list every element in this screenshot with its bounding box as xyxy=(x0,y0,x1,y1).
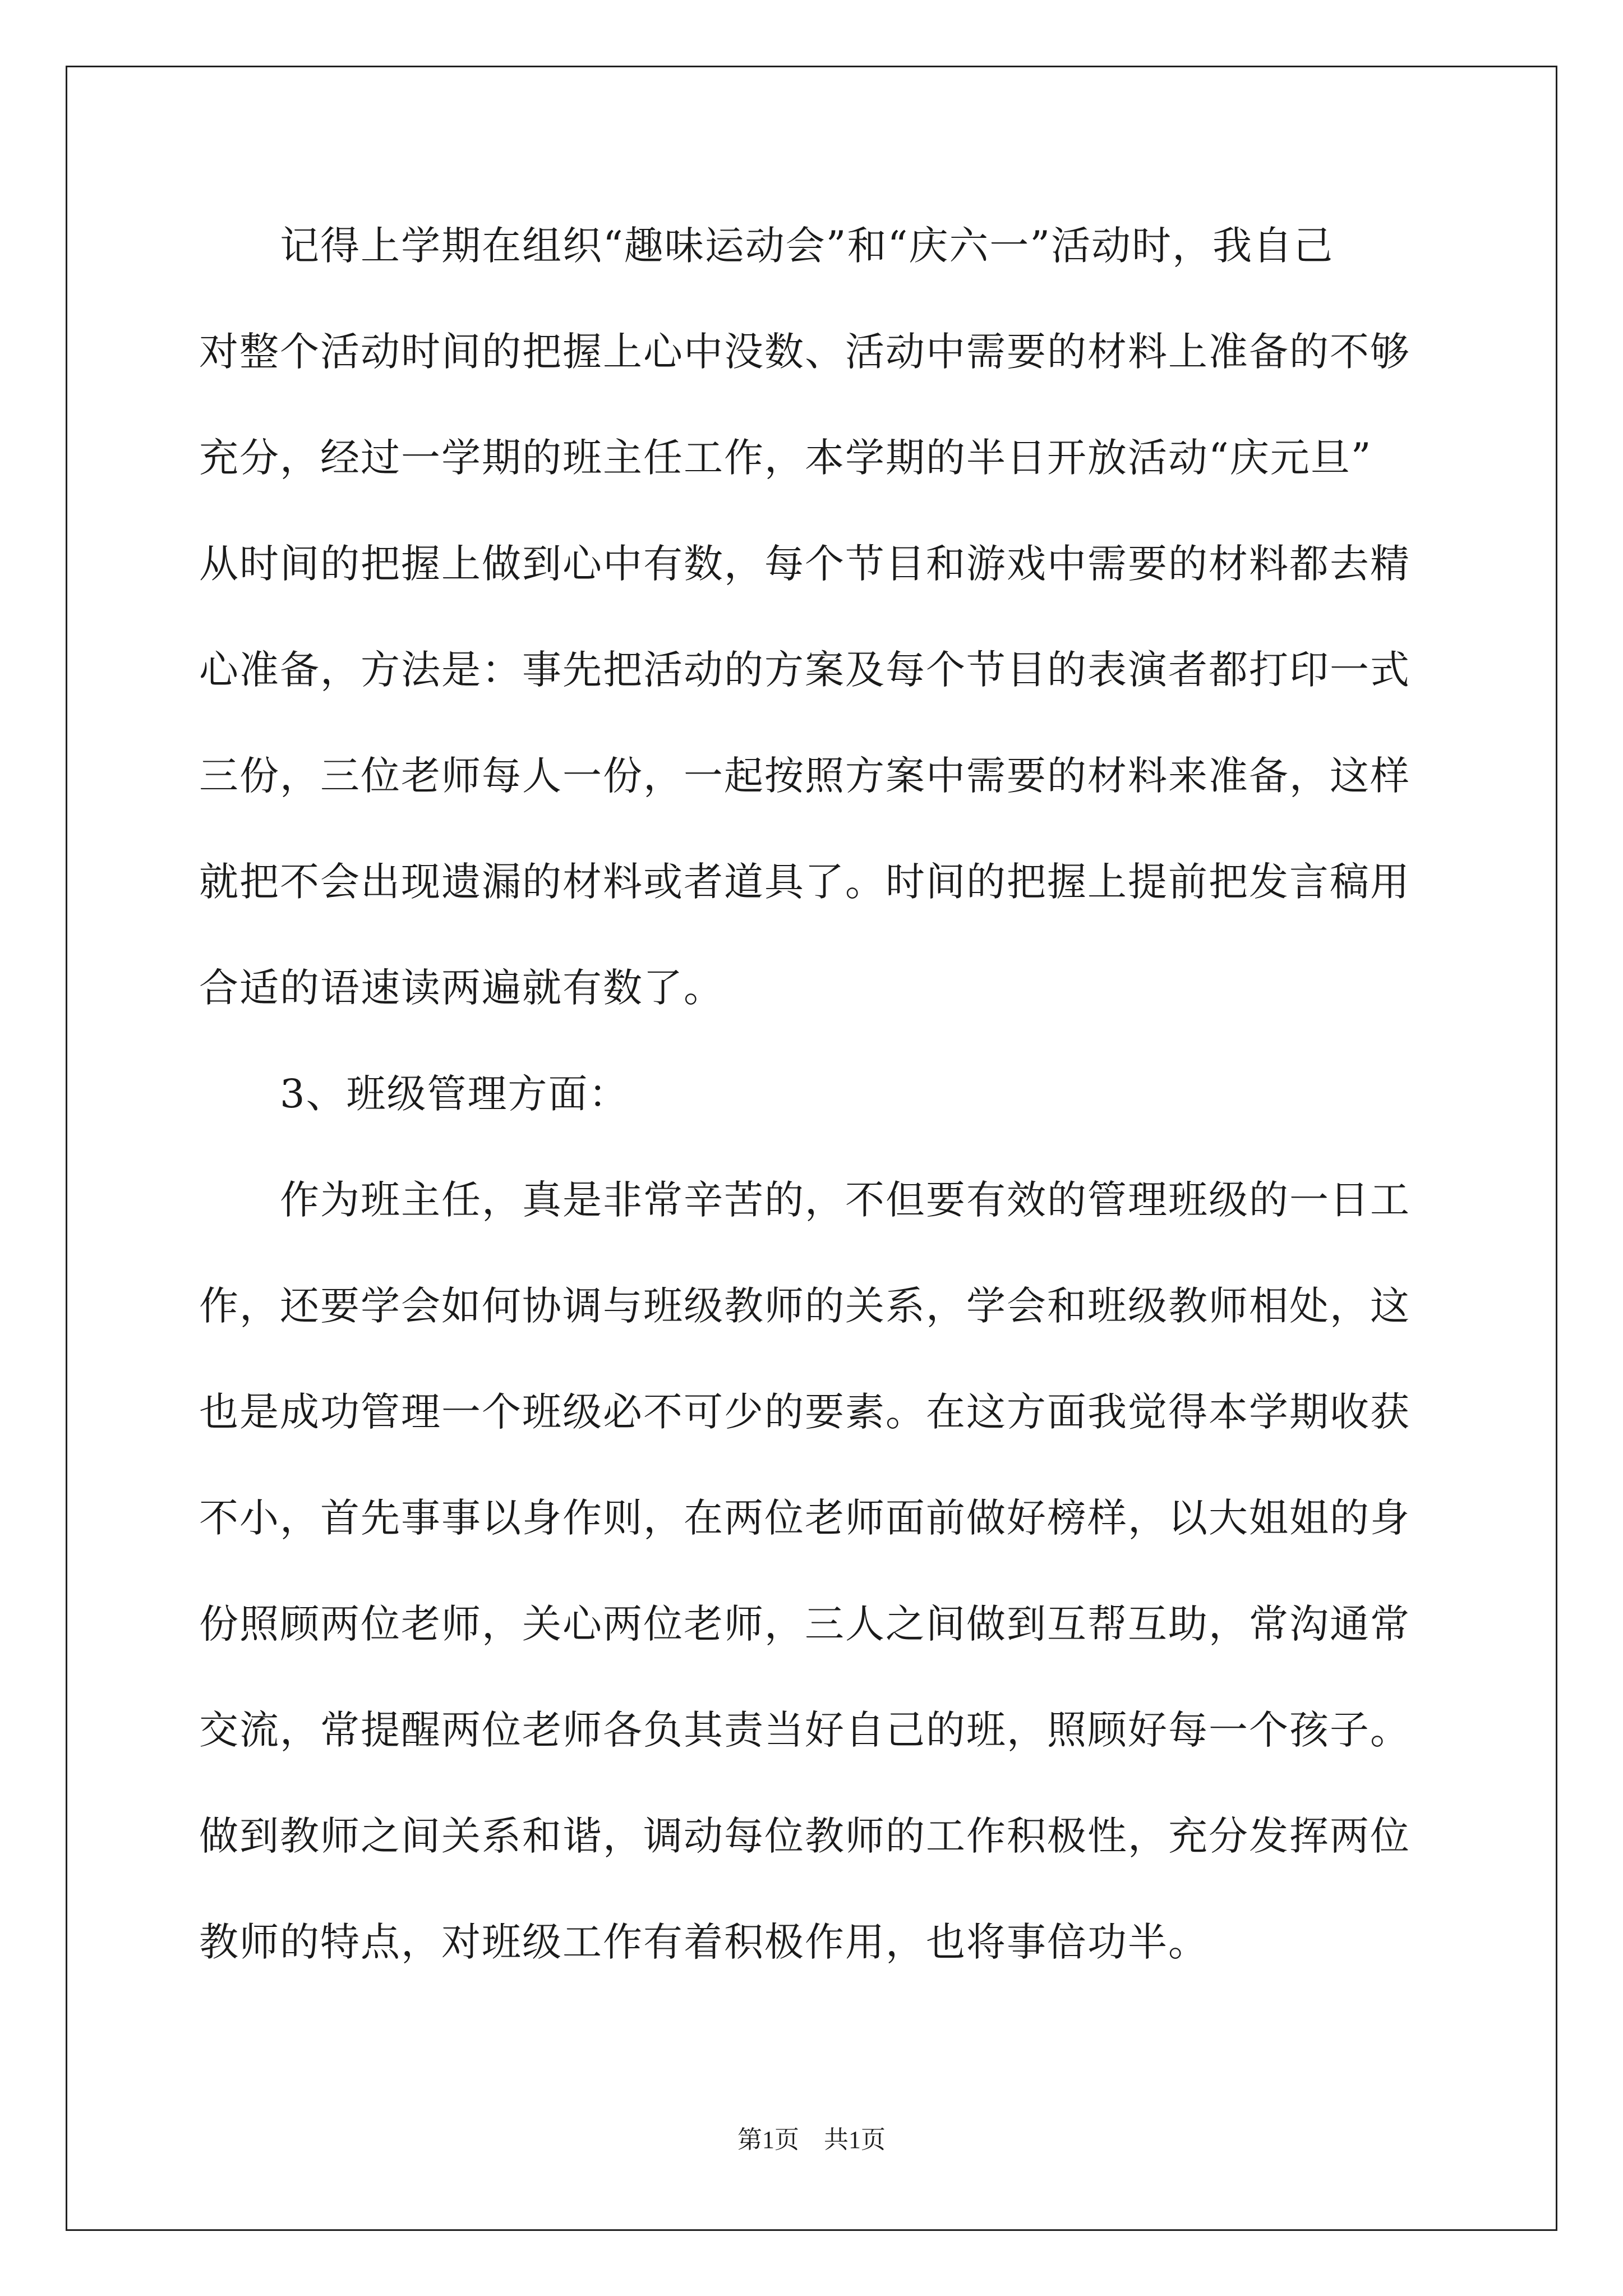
text-line: 从时间的把握上做到心中有数，每个节目和游戏中需要的材料都去精 xyxy=(199,541,1410,587)
text-line: 也是成功管理一个班级必不可少的要素。在这方面我觉得本学期收获 xyxy=(199,1389,1410,1435)
text-line: 记得上学期在组织“趣味运动会”和“庆六一”活动时，我自己 xyxy=(199,223,1334,269)
text-line: 三份，三位老师每人一份，一起按照方案中需要的材料来准备，这样 xyxy=(199,753,1410,799)
text-line: 份照顾两位老师，关心两位老师，三人之间做到互帮互助，常沟通常 xyxy=(199,1601,1410,1647)
page-footer xyxy=(0,2120,1623,2160)
text-line: 作为班主任，真是非常辛苦的，不但要有效的管理班级的一日工 xyxy=(199,1177,1410,1223)
text-line: 交流，常提醒两位老师各负其责当好自己的班，照顾好每一个孩子。 xyxy=(199,1707,1410,1753)
text-line: 做到教师之间关系和谐，调动每位教师的工作积极性，充分发挥两位 xyxy=(199,1813,1410,1859)
text-line: 充分，经过一学期的班主任工作，本学期的半日开放活动“庆元旦” xyxy=(199,435,1372,481)
text-line: 合适的语速读两遍就有数了。 xyxy=(199,965,724,1011)
text-line: 作，还要学会如何协调与班级教师的关系，学会和班级教师相处，这 xyxy=(199,1283,1410,1329)
text-line: 心准备，方法是：事先把活动的方案及每个节目的表演者都打印一式 xyxy=(199,647,1410,693)
page-number-label: 第1页 共1页 xyxy=(737,2126,886,2154)
document-body xyxy=(199,212,1438,2014)
text-line: 教师的特点，对班级工作有着积极作用，也将事倍功半。 xyxy=(199,1919,1209,1965)
text-line: 不小，首先事事以身作则，在两位老师面前做好榜样，以大姐姐的身 xyxy=(199,1495,1410,1541)
section-heading: 3、班级管理方面： xyxy=(199,1071,629,1117)
text-line: 就把不会出现遗漏的材料或者道具了。时间的把握上提前把发言稿用 xyxy=(199,859,1410,905)
text-line: 对整个活动时间的把握上心中没数、活动中需要的材料上准备的不够 xyxy=(199,329,1410,375)
